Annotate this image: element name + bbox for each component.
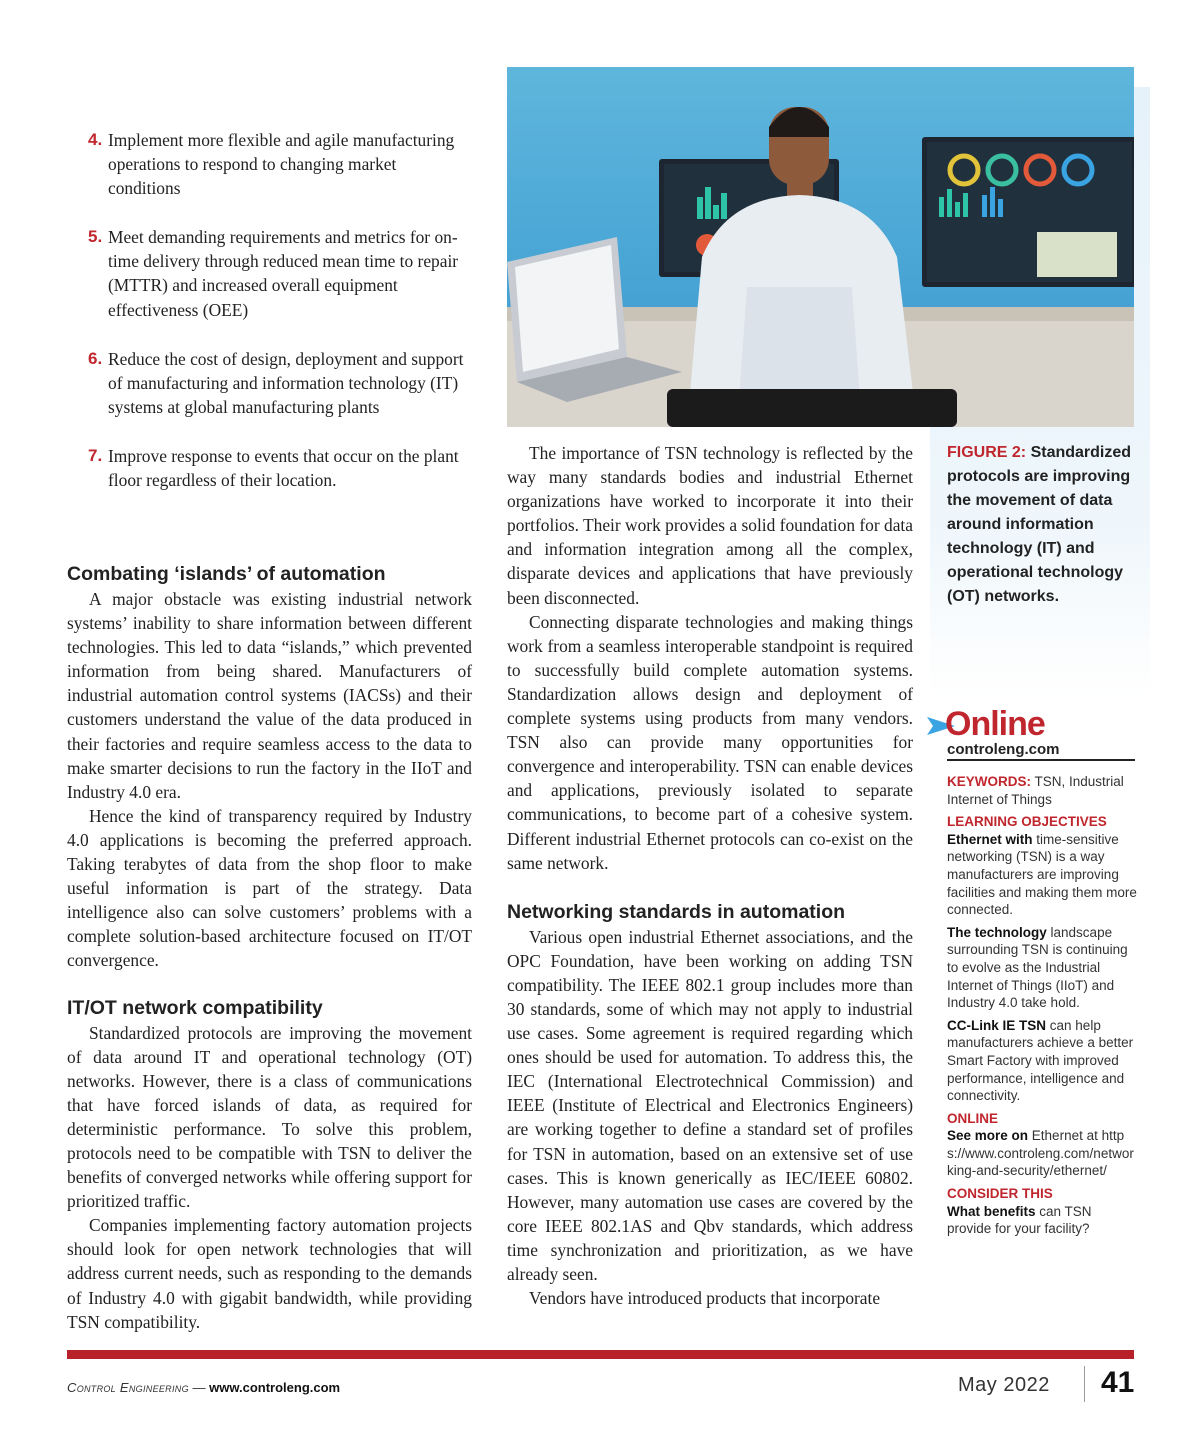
online-sidebar <box>947 773 1137 1243</box>
online-label: ONLINE <box>947 1110 999 1126</box>
objective-bold: The technology <box>947 924 1047 940</box>
paragraph: A major obstacle was existing industrial network systems’ inability to share information between different technologies. This led to data “islands,” which prevented information from being shared. Manufacturers of industrial automation control systems (IACSs) and their customers understand the value of the data produced in their factories and require seamless access to the data to make smarter decisions to run the factory in the IIoT and Industry 4.0 era. <box>67 589 472 802</box>
list-item <box>88 347 473 419</box>
issue-date: May 2022 <box>958 1374 1050 1396</box>
list-number: 6. <box>88 348 103 368</box>
logo-rule <box>947 759 1135 761</box>
figure-caption-text: Standardized protocols are improving the movement of data around information technology (IT) and operational technology (OT) networks. <box>947 444 1132 605</box>
objective-item <box>947 924 1137 1012</box>
list-number: 5. <box>88 227 103 247</box>
section-heading: Combating ‘islands’ of automation <box>67 563 386 585</box>
list-text: Reduce the cost of design, deployment and support of manufacturing and information technology (IT) systems at global manufacturing plants <box>108 348 464 417</box>
list-number: 7. <box>88 445 103 465</box>
online-link[interactable]: Ethernet at https://www.controleng.com/networking-and-security/ethernet/ <box>947 1128 1134 1179</box>
figure-label: FIGURE 2: <box>947 444 1027 461</box>
objective-bold: CC-Link IE TSN <box>947 1017 1047 1033</box>
magazine-name: Control Engineering <box>67 1380 189 1395</box>
consider-text: can TSN provide for your facility? <box>947 1203 1092 1237</box>
person <box>687 107 917 427</box>
numbered-list <box>88 128 473 517</box>
list-item <box>88 225 473 321</box>
monitor-right <box>922 137 1134 287</box>
paragraph: Connecting disparate technologies and making things work from a seamless interoperable standpoint is required to successfully build complete automation systems. Standardization allows design and deployment of complete systems using products from many vendors. TSN also can provide many opportunities for convergence and interoperability. TSN can enable devices and applications, previously isolated to separate communications, to become part of a cohesive system. Different industrial Ethernet protocols can co-exist on the same network. <box>507 611 913 873</box>
learning-objectives-label: LEARNING OBJECTIVES <box>947 814 1107 830</box>
paragraph: The importance of TSN technology is reflected by the way many standards bodies and industrial Ethernet organizations have worked to incorporate it into their portfolios. Their work provides a solid foundation for data and information integration among all the complex, disparate devices and applications that have previously been disconnected. <box>507 443 913 608</box>
objective-text: landscape surrounding TSN is continuing to evolve as the Industrial Internet of Things (IIoT) and Industry 4.0 take hold. <box>947 924 1128 1011</box>
paragraph: Various open industrial Ethernet associations, and the OPC Foundation, have been working on adding TSN compatibility. The IEEE 802.1 group includes more than 30 standards, some of which may not apply to industrial use cases. Some agreement is required regarding which ones should be used for automation. To address this, the IEC (International Electrotechnical Commission) and IEEE (Institute of Electrical and Electronics Engineers) are working together to define a standard set of profiles for TSN in automation, based on an extensive set of use cases. This is known generically as IEC/IEEE 60802. However, many automation use cases are covered by the core IEEE 802.1AS and Qbv standards, which address time synchronization and prioritization, as we have already seen. <box>507 926 913 1284</box>
logo-url: controleng.com <box>947 741 1060 758</box>
objective-item <box>947 1017 1137 1105</box>
objective-item <box>947 831 1137 919</box>
page-number: 41 <box>1101 1366 1135 1399</box>
paragraph: Hence the kind of transparency required by Industry 4.0 applications is becoming the preferred approach. Taking terabytes of data from the shop floor to make useful information is part of the strategy. Data intelligence also can solve customers’ problems with a complete solution-based architecture focused on IT/OT convergence. <box>67 805 472 971</box>
list-text: Improve response to events that occur on the plant floor regardless of their location. <box>108 445 459 491</box>
paragraph: Vendors have introduced products that incorporate <box>529 1288 881 1309</box>
list-item <box>88 128 473 200</box>
online-block <box>947 1110 1137 1180</box>
paragraph: Companies implementing factory automation projects should look for open network technologies that will address current needs, such as responding to the demands of Industry 4.0 with gigabit bandwidth, while providing TSN compatibility. <box>67 1215 472 1332</box>
section-heading: Networking standards in automation <box>507 900 846 923</box>
footer-bar <box>67 1350 1134 1359</box>
list-text: Meet demanding requirements and metrics for on-time delivery through reduced mean time to repair (MTTR) and increased overall equipment effectiveness (OEE) <box>108 227 459 320</box>
keywords-block <box>947 773 1137 808</box>
logo-wordmark: Online <box>945 705 1045 743</box>
footer-masthead <box>67 1380 340 1395</box>
objective-bold: Ethernet with <box>947 831 1033 847</box>
consider-block <box>947 1185 1137 1238</box>
list-item <box>88 444 473 492</box>
section-heading: IT/OT network compatibility <box>67 996 323 1019</box>
keywords-label: KEYWORDS: <box>947 774 1031 789</box>
objective-text: can help manufacturers achieve a better Smart Factory with improved performance, intelligence and connectivity. <box>947 1017 1134 1104</box>
figure-caption <box>947 441 1142 609</box>
list-text: Implement more flexible and agile manufacturing operations to respond to changing market conditions <box>108 130 455 199</box>
consider-bold: What benefits <box>947 1203 1036 1219</box>
online-bold: See more on <box>947 1128 1029 1144</box>
figure-photo <box>507 67 1134 427</box>
consider-label: CONSIDER THIS <box>947 1186 1053 1202</box>
footer-divider <box>1084 1366 1085 1402</box>
objective-text: time-sensitive networking (TSN) is a way manufacturers are improving facilities and making them more connected. <box>947 831 1137 918</box>
middle-column <box>507 441 913 1310</box>
footer-dash: — <box>192 1380 206 1395</box>
learning-objectives-block <box>947 813 1137 1105</box>
online-logo <box>927 707 1137 763</box>
footer-url[interactable]: www.controleng.com <box>209 1380 341 1395</box>
list-number: 4. <box>88 130 103 149</box>
paragraph: Standardized protocols are improving the movement of data around IT and operational technology (OT) networks. However, there is a class of communications that have forced islands of data, as required for deterministic performance. To solve this problem, protocols need to be compatible with TSN to deliver the benefits of converged networks while offering support for prioritized traffic. <box>67 1022 472 1212</box>
photo-illustration <box>507 67 1134 427</box>
keywords-text: TSN, Industrial Internet of Things <box>947 774 1124 807</box>
left-column <box>67 561 472 1334</box>
